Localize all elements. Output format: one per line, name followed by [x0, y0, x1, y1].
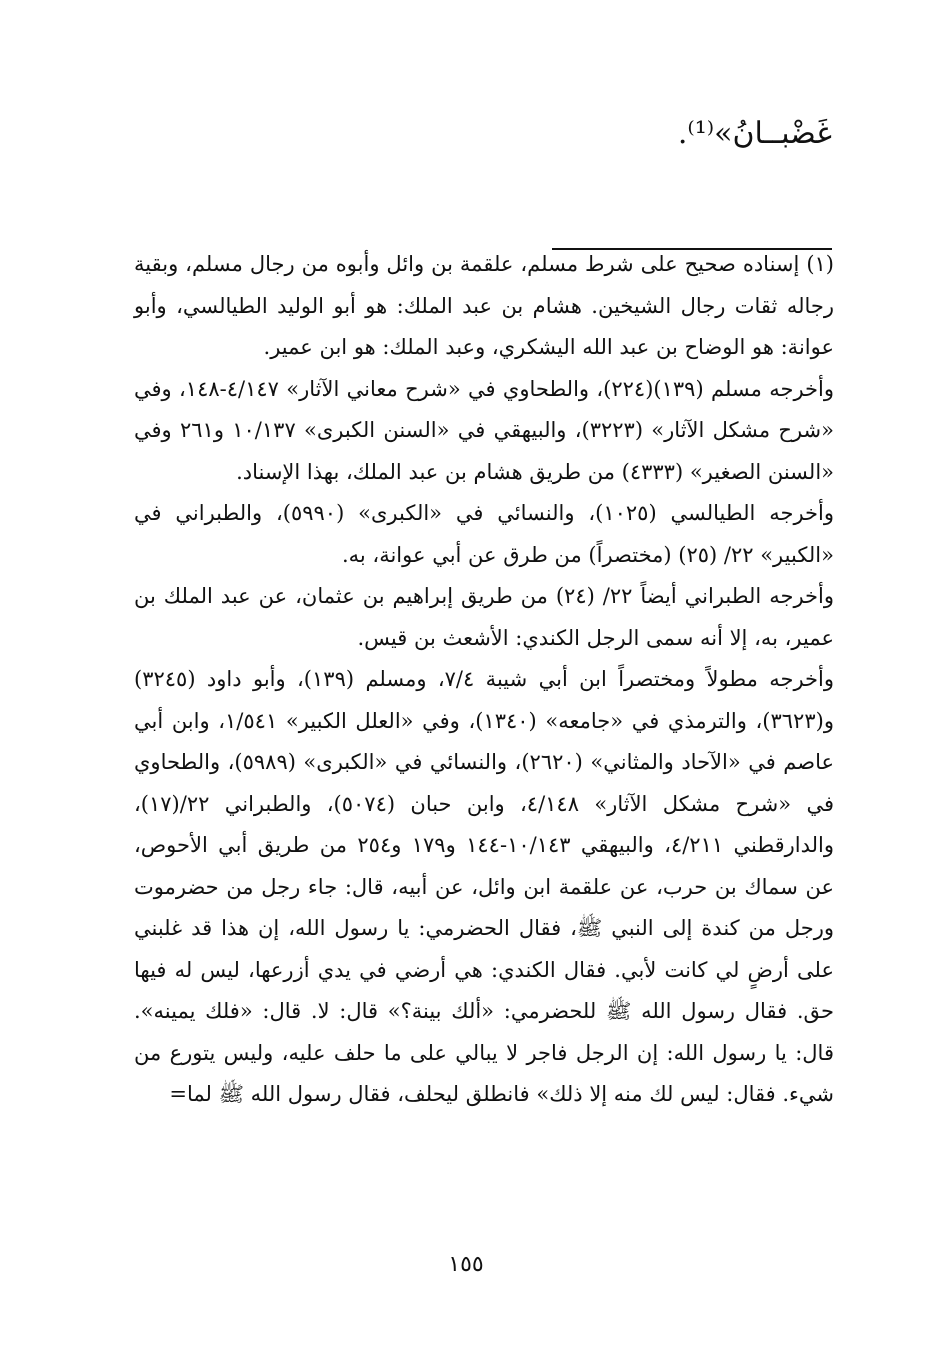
- footnote-paragraph: (١) إسناده صحيح على شرط مسلم، علقمة بن وائل وأبوه من رجال مسلم، وبقية رجاله ثقات رجال الشيخين. هشام بن عبد الملك: هو أبو الوليد الطيالسي، وأبو عوانة: هو الوضاح بن عبد الله اليشكري، وعبد الملك: هو ابن عمير.: [134, 252, 834, 359]
- footnote-paragraph: وأخرجه مطولاً ومختصراً ابن أبي شيبة ٧/٤، ومسلم (١٣٩)، وأبو داود (٣٢٤٥) و(٣٦٢٣)، والترمذي في «جامعه» (١٣٤٠)، وفي «العلل الكبير» ١/٥٤١، وابن أبي عاصم في «الآحاد والمثاني» (٢٦٢٠)، والنسائي في «الكبرى» (٥٩٨٩)، والطحاوي في «شرح مشكل الآثار» ٤/١٤٨، وابن حبان (٥٠٧٤)، والطبراني ٢٢/(١٧)، والدارقطني ٤/٢١١، والبيهقي ١٠/١٤٣-١٤٤ و١٧٩ و٢٥٤ من طريق أبي الأحوص، عن سماك بن حرب، عن علقمة ابن وائل، عن أبيه، قال: جاء رجل من حضرموت ورجل من كندة إلى النبي ﷺ، فقال الحضرمي: يا رسول الله، إن هذا قد غلبني على أرضٍ لي كانت لأبي. فقال الكندي: هي أرضي في يدي أزرعها، ليس له فيها حق. فقال رسول الله ﷺ للحضرمي: «ألك بينة؟» قال: لا. قال: «فلك يمينه». قال: يا رسول الله: إن الرجل فاجر لا يبالي على ما حلف عليه، وليس يتورع من شيء. فقال: ليس لك منه إلا ذلك» فانطلق ليحلف، فقال رسول الله ﷺ لما=: [134, 667, 834, 1106]
- footnote-paragraph: وأخرجه الطيالسي (١٠٢٥)، والنسائي في «الكبرى» (٥٩٩٠)، والطبراني في «الكبير» ٢٢/ (٢٥) (مختصراً) من طرق عن أبي عوانة، به.: [134, 501, 834, 567]
- page-number: ١٥٥: [448, 1252, 484, 1277]
- footnote-paragraph: وأخرجه مسلم (١٣٩)(٢٢٤)، والطحاوي في «شرح معاني الآثار» ٤/١٤٧-١٤٨، وفي «شرح مشكل الآثار» (٣٢٢٣)، والبيهقي في «السنن الكبرى» ١٠/١٣٧ و٢٦١ وفي «السنن الصغير» (٤٣٣٣) من طريق هشام بن عبد الملك، بهذا الإسناد.: [134, 376, 834, 484]
- footnote-paragraph: وأخرجه الطبراني أيضاً ٢٢/ (٢٤) من طريق إبراهيم بن عثمان، عن عبد الملك بن عمير، به، إلا أنه سمى الرجل الكندي: الأشعث بن قيس.: [134, 584, 834, 650]
- main-text: غَضْبــانُ»⁽¹⁾.: [677, 116, 832, 151]
- footnotes-section: [134, 244, 834, 1116]
